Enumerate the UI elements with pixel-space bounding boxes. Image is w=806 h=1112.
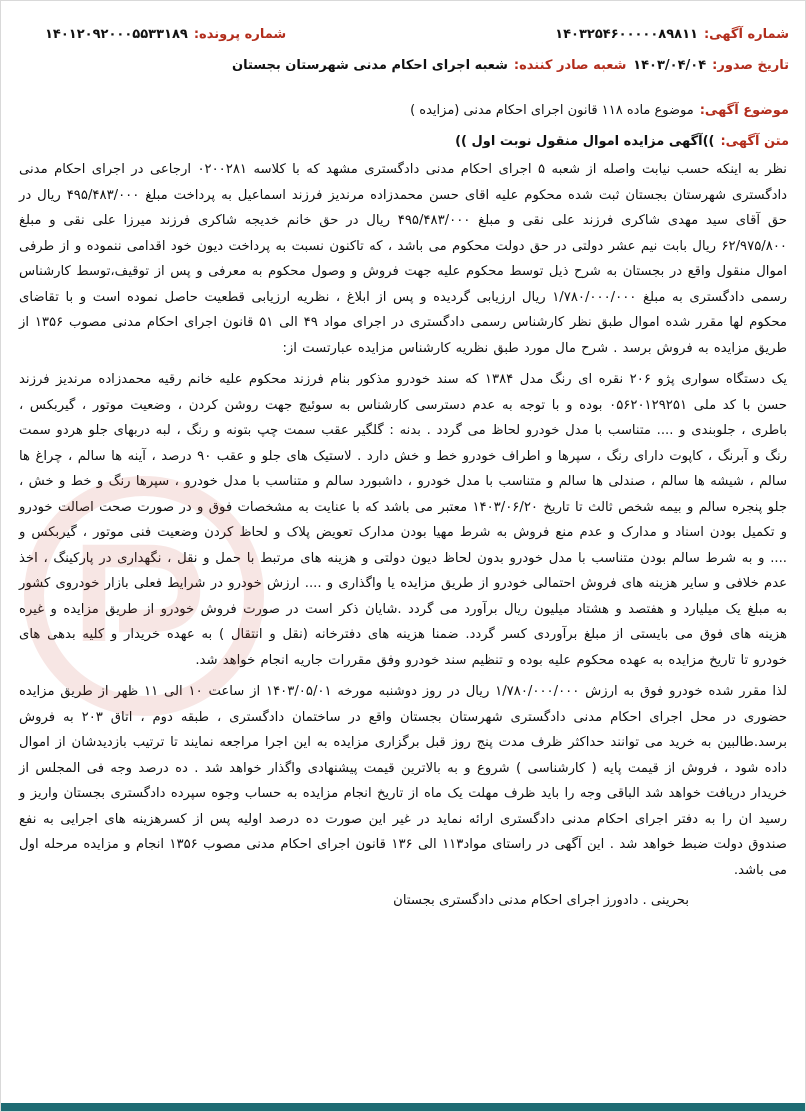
ad-number-label: شماره آگهی: — [703, 27, 789, 42]
ad-text-label: متن آگهی: — [720, 134, 789, 149]
issuer-field — [232, 58, 626, 73]
file-number-value: ۱۴۰۱۲۰۹۲۰۰۰۵۵۳۳۱۸۹ — [45, 27, 188, 42]
signature: بحرینی . دادورز اجرای احکام مدنی دادگستری بجستان — [393, 893, 689, 908]
header-row-1 — [17, 27, 789, 42]
header-row-2 — [17, 58, 789, 73]
subject-row — [17, 103, 789, 118]
issuer-value: شعبه اجرای احکام مدنی شهرستان بجستان — [232, 58, 508, 73]
ad-text-field — [455, 134, 789, 149]
issue-date-label: تاریخ صدور: — [712, 58, 789, 73]
subject-value: موضوع ماده ۱۱۸ قانون اجرای احکام مدنی (مزایده ) — [410, 103, 694, 118]
footer-bar — [1, 1103, 805, 1111]
body-paragraph-1: نظر به اینکه حسب نیابت واصله از شعبه ۵ اجرای احکام مدنی دادگستری مشهد که با کلاسه ۰۲۰۰۲۸۱ ارجاعی در اجرای احکام مدنی دادگستری شهرستان بجستان ثبت شده محکوم علیه اقای حسن محمدزاده مرندیز فرزند اسماعیل به پرداخت مبلغ ۴۹۵/۴۸۳/۰۰۰ ریال در حق آقای سید مهدی شاکری فرزند علی نقی و مبلغ ۴۹۵/۴۸۳/۰۰۰ ریال در حق خانم خدیجه شاکری فرزند میرزا علی نقی و مبلغ ۶۲/۹۷۵/۸۰۰ ریال بابت نیم عشر دولتی در حق دولت محکوم می باشد ، که تاکنون نسبت به پرداخت دیون خود اقدامی ننموده و از طرفی اموال منقول واقع در بجستان به شرح ذیل توسط محکوم علیه جهت فروش و وصول محکوم به معرفی و پس از توقیف،توسط کارشناس رسمی دادگستری به مبلغ ۱/۷۸۰/۰۰۰/۰۰۰ ریال ارزیابی گردیده و پس از ابلاغ ، نظریه ارزیابی قطعیت حاصل نموده است و با تقاضای محکوم لها مقرر شده اموال طبق نظر کارشناس رسمی دادگستری در اجرای مواد ۴۹ الی ۵۱ قانون اجرای احکام مدنی مصوب ۱۳۵۶ از طریق مزایده به فروش برسد . شرح مال مورد طبق نظریه کارشناس مزایده عبارتست از: — [19, 162, 788, 356]
notice-content — [1, 1, 805, 908]
file-number-label: شماره پرونده: — [193, 27, 287, 42]
subject-label: موضوع آگهی: — [699, 103, 789, 118]
issuer-label: شعبه صادر کننده: — [513, 58, 627, 73]
ad-text-title: ))آگهی مزایده اموال منقول نوبت اول )) — [455, 134, 715, 149]
subject-field — [410, 103, 789, 118]
ad-text-row — [17, 134, 789, 149]
ad-number-value: ۱۴۰۳۲۵۴۶۰۰۰۰۰۸۹۸۱۱ — [555, 27, 698, 42]
issue-date-field — [633, 58, 789, 73]
body-paragraph-2: یک دستگاه سواری پژو ۲۰۶ نقره ای رنگ مدل ۱۳۸۴ که سند خودرو مذکور بنام فرزند محکوم علیه خانم رقیه محمدزاده مرندیز فرزند حسن با کد ملی ۰۵۶۲۰۱۲۹۲۵۱ بوده و با توجه به عدم دسترسی کارشناس به سوئیچ جهت روشن کردن ، وضعیت موتور ، گیربکس ، باطری ، جلوبندی و .... متناسب با مدل خودرو لحاظ می گردد . بدنه : گلگیر عقب سمت چپ بتونه و رنگ ، لبه دربهای جلو هردو سمت رنگ و آبرنگ ، کاپوت دارای رنگ ، سپرها و اطراف خودرو خط و خش دارد . لاستیک های جلو و عقب ۹۰ درصد ، آینه ها سالم ، چراغ ها سالم ، شیشه ها سالم ، صندلی ها سالم و متناسب با مدل خودرو ، داشبورد سالم و متناسب با مدل خودرو ، سپرها رنگ و خط و خش ، جلو پنجره سالم و بیمه شخص ثالث تا تاریخ ۱۴۰۳/۰۶/۲۰ معتبر می باشد که با عنایت به مشخصات فوق و در صورت صحت اصالت خودرو و تکمیل بودن اسناد و مدارک و عدم منع فروش به شرط مهیا بودن مدارک تعویض پلاک و لحاظ کردن وضعیت فنی موتور ، گیربکس و .... و به شرط سالم بودن متناسب با مدل خودرو بدون لحاظ دیون دولتی و هزینه های مرتبط با حمل و نقل ، نگهداری در پارکینگ ، اخذ عدم خلافی و سایر هزینه های فروش احتمالی خودرو از طریق مزایده یا واگذاری و .... ارزش خودرو در شرایط فعلی بازار خودروی کشور به مبلغ یک میلیارد و هفتصد و هشتاد میلیون ریال برآورد می گردد .شایان ذکر است در صورت فروش خودرو از طریق مزایده و غیره هزینه های فوق می بایستی از مبلغ برآوردی کسر گردد. ضمنا هزینه های دفترخانه (نقل و انتقال ) به عهده خریدار و کلیه بدهی های خودرو تا تاریخ مزایده به عهده محکوم علیه بوده و تنظیم سند خودرو وفق مقررات جاریه انجام خواهد شد. — [19, 372, 788, 668]
file-number-field — [45, 27, 286, 42]
issue-date-value: ۱۴۰۳/۰۴/۰۴ — [633, 58, 707, 73]
ad-number-field — [555, 27, 789, 42]
body-paragraph-3: لذا مقرر شده خودرو فوق به ارزش ۱/۷۸۰/۰۰۰/۰۰۰ ریال در روز دوشنبه مورخه ۱۴۰۳/۰۵/۰۱ از ساعت ۱۰ الی ۱۱ ظهر از طریق مزایده حضوری در محل اجرای احکام مدنی دادگستری شهرستان بجستان واقع در ساختمان دادگستری ، طبقه دوم ، اتاق ۲۰۳ به فروش برسد.طالبین به خرید می توانند حداکثر ظرف مدت پنج روز قبل برگزاری مزایده به این اجرا مراجعه نمایند تا ترتیب بازدیدشان از اموال داده شود ، فروش از قیمت پایه ( کارشناسی ) شروع و به بالاترین قیمت پیشنهادی واگذار خواهد شد . ده درصد وجه فی المجلس از خریدار دریافت خواهد شد الباقی وجه را باید ظرف مهلت یک ماه از تاریخ انجام مزایده به حساب وجوه سپرده دادگستری بجستان واریز و رسید ان را به دفتر اجرای احکام مدنی دادگستری ارائه نماید در غیر این صورت ده درصد اولیه پس از کسرهزینه های اجرایی به نفع صندوق دولت ضبط خواهد شد . این آگهی در راستای مواد۱۱۳ الی ۱۳۶ قانون اجرای احکام مدنی مصوب ۱۳۵۶ انجام و مزایده مرحله اول می باشد. — [19, 684, 788, 878]
